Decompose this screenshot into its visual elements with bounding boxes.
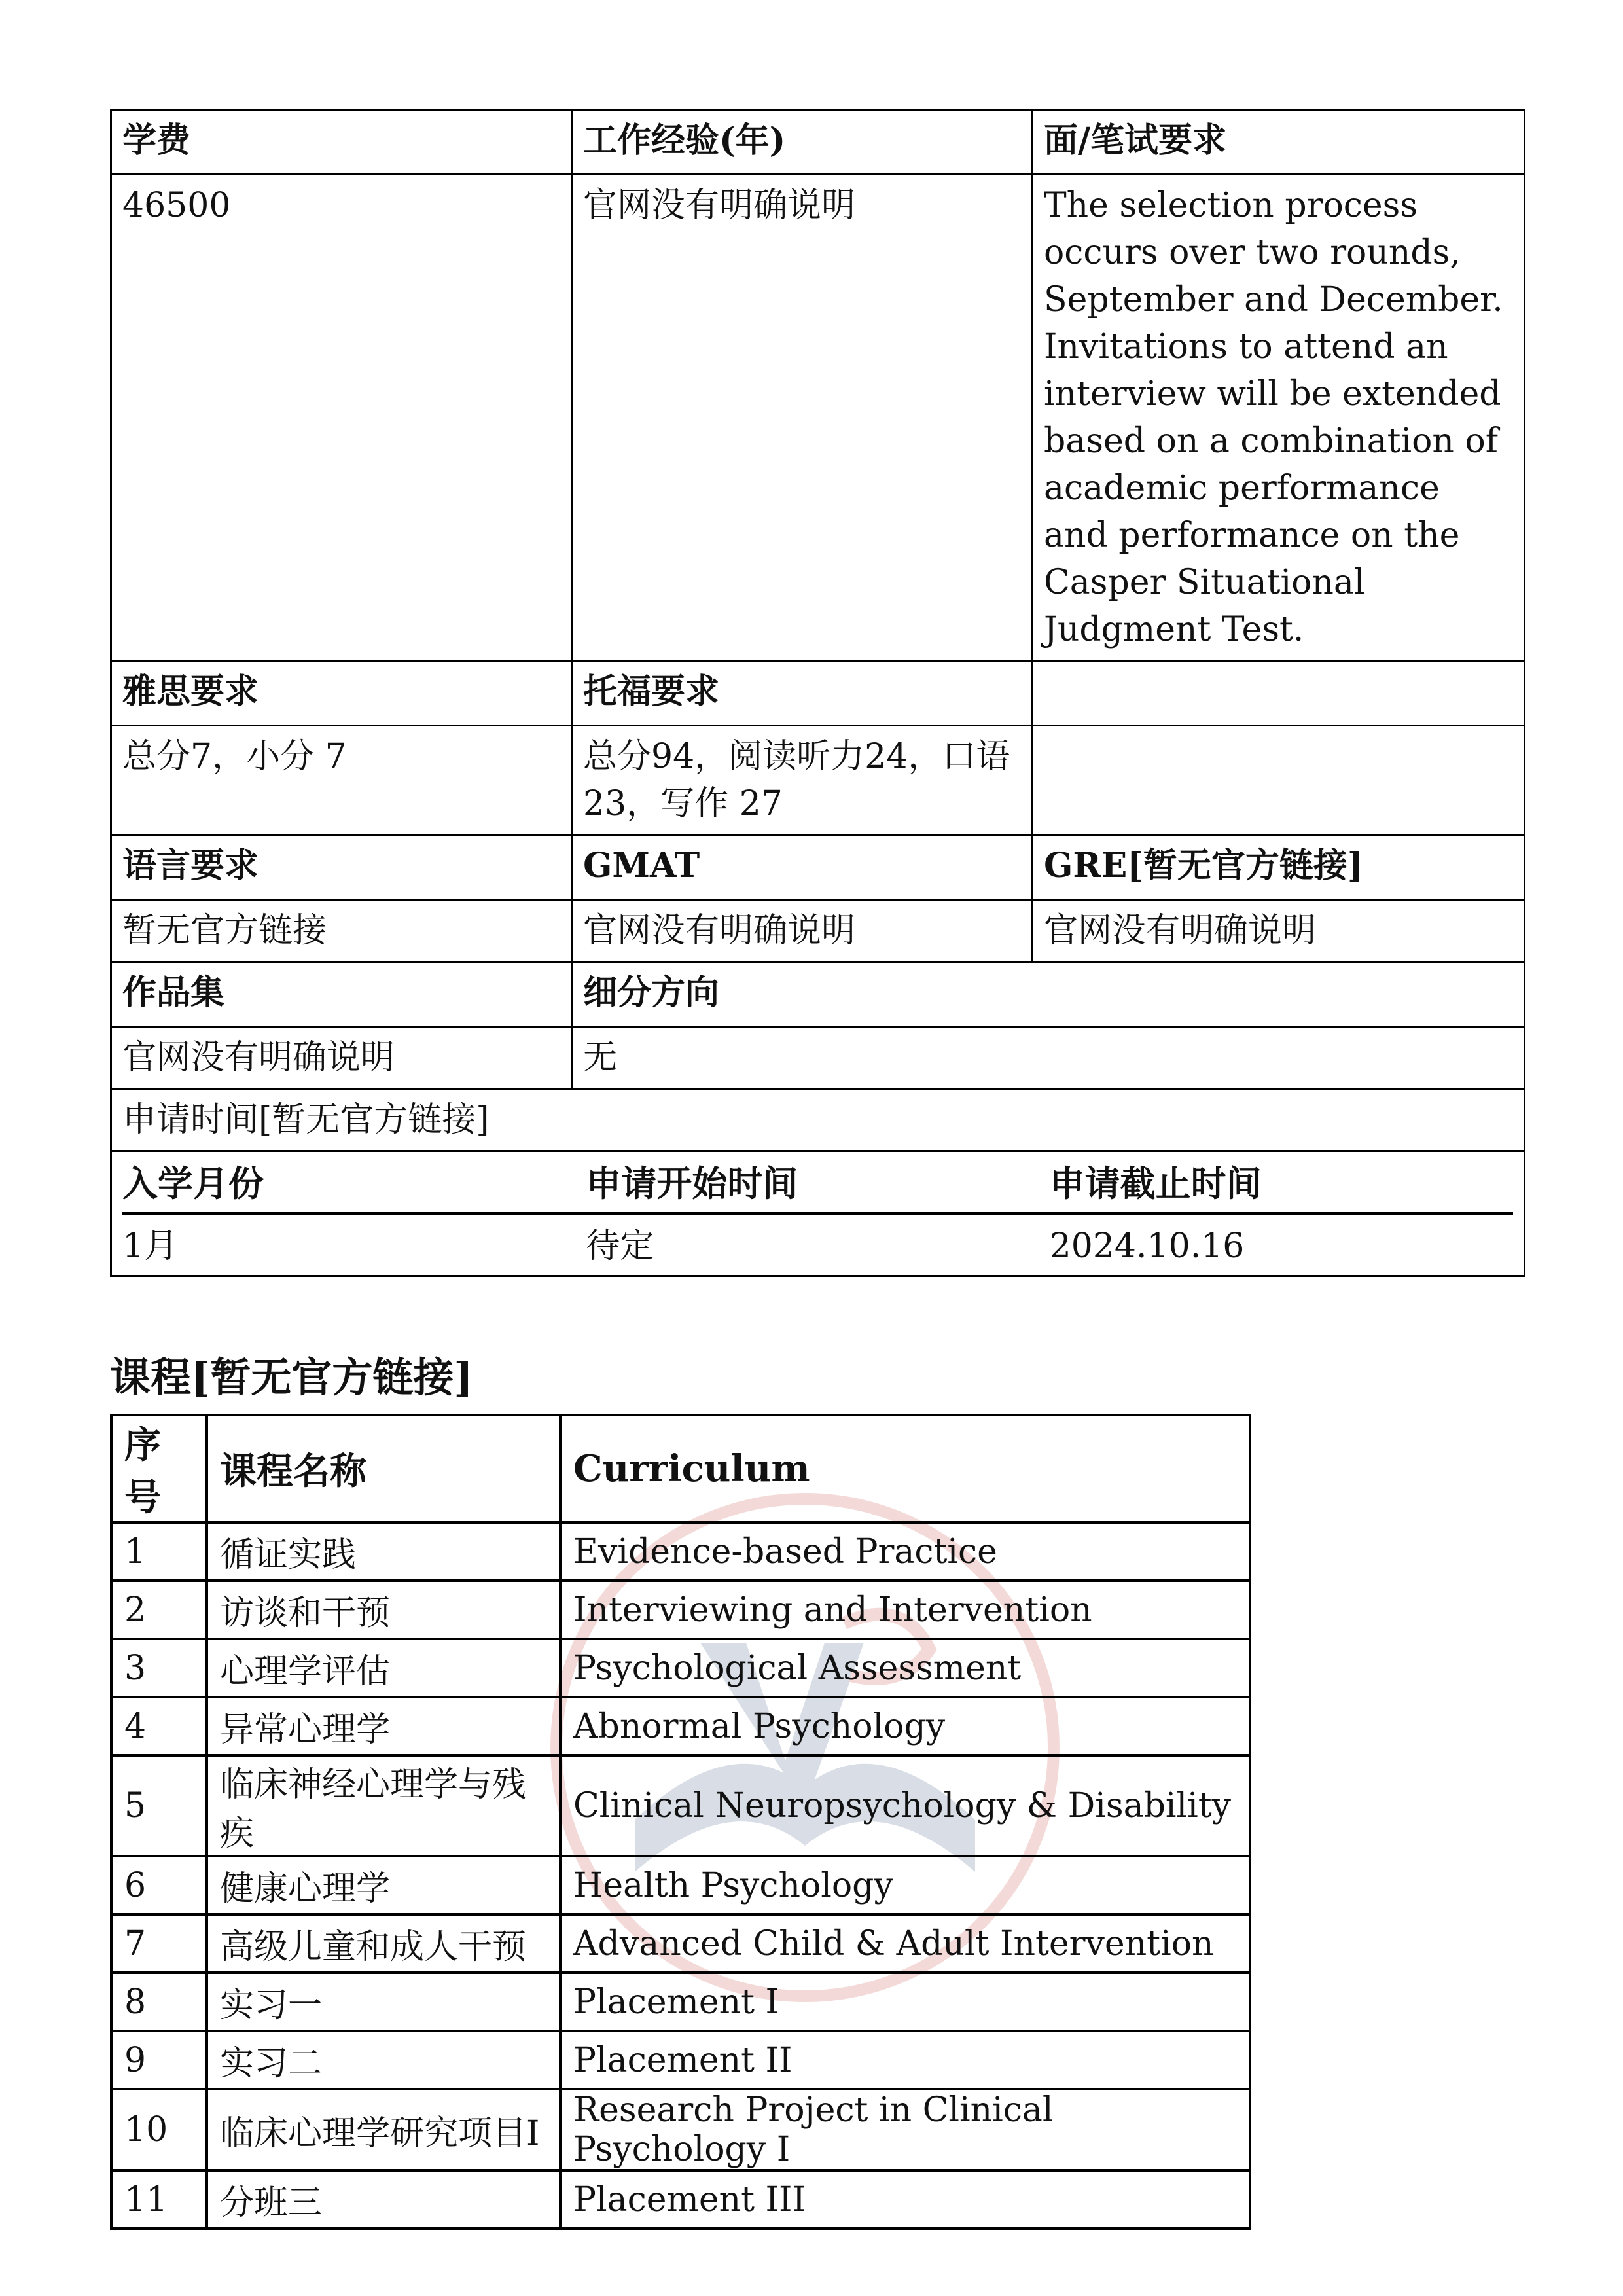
course-index: 11 — [111, 2170, 207, 2229]
course-name-en: Evidence-based Practice — [560, 1522, 1250, 1581]
gre-label: GRE[暂无官方链接] — [1033, 835, 1525, 900]
table-row — [111, 2170, 1250, 2229]
course-name-en: Health Psychology — [560, 1856, 1250, 1914]
table-row — [111, 2031, 1250, 2089]
table-row — [111, 1522, 1250, 1581]
open-label: 申请开始时间 — [586, 1152, 1049, 1213]
course-name-en: Placement I — [560, 1973, 1250, 2031]
course-name-en: Placement III — [560, 2170, 1250, 2229]
course-index: 8 — [111, 1973, 207, 2031]
table-row — [111, 1755, 1250, 1856]
course-name-cn: 临床心理学研究项目I — [207, 2089, 560, 2170]
course-index: 4 — [111, 1697, 207, 1755]
ielts-value: 总分7，小分 7 — [111, 726, 572, 835]
intake-value: 1月 — [122, 1227, 179, 1266]
course-name-cn: 临床神经心理学与残疾 — [207, 1755, 560, 1856]
empty-cell — [1033, 661, 1525, 726]
course-index: 3 — [111, 1639, 207, 1697]
language-value: 暂无官方链接 — [111, 900, 572, 962]
course-name-cn: 健康心理学 — [207, 1856, 560, 1914]
portfolio-label: 作品集 — [111, 962, 572, 1027]
gre-value: 官网没有明确说明 — [1033, 900, 1525, 962]
deadline-value: 2024.10.16 — [1049, 1227, 1245, 1266]
course-index: 9 — [111, 2031, 207, 2089]
course-name-en: Placement II — [560, 2031, 1250, 2089]
direction-label: 细分方向 — [572, 962, 1525, 1027]
open-value: 待定 — [586, 1227, 654, 1266]
table-row — [111, 1697, 1250, 1755]
course-name-cn: 分班三 — [207, 2170, 560, 2229]
toefl-value: 总分94，阅读听力24，口语23，写作 27 — [572, 726, 1033, 835]
deadline-label: 申请截止时间 — [1050, 1152, 1513, 1213]
intake-label: 入学月份 — [122, 1152, 586, 1213]
table-row — [111, 2089, 1250, 2170]
course-index: 5 — [111, 1755, 207, 1856]
course-name-en: Interviewing and Intervention — [560, 1581, 1250, 1639]
direction-value: 无 — [572, 1027, 1525, 1089]
course-name-cn: 高级儿童和成人干预 — [207, 1914, 560, 1973]
work-experience-label: 工作经验(年) — [572, 110, 1033, 175]
course-index: 1 — [111, 1522, 207, 1581]
course-name-cn: 实习二 — [207, 2031, 560, 2089]
course-index: 6 — [111, 1856, 207, 1914]
gmat-label: GMAT — [572, 835, 1033, 900]
apply-time-table — [122, 1152, 1513, 1275]
table-row — [111, 1639, 1250, 1697]
course-name-cn: 异常心理学 — [207, 1697, 560, 1755]
empty-cell — [1033, 726, 1525, 835]
curriculum-table — [110, 1414, 1251, 2230]
interview-value: The selection process occurs over two rounds, September and December. Invitations to attend an interview will be extended based on a combination of academic performance and performance on the Casper Situational Judgment Test. — [1033, 175, 1525, 661]
col-header-name: 课程名称 — [207, 1415, 560, 1522]
portfolio-value: 官网没有明确说明 — [111, 1027, 572, 1089]
apply-time-cell — [111, 1151, 1525, 1276]
apply-time-label: 申请时间[暂无官方链接] — [111, 1089, 1525, 1151]
table-row — [111, 1914, 1250, 1973]
course-name-cn: 访谈和干预 — [207, 1581, 560, 1639]
course-name-cn: 循证实践 — [207, 1522, 560, 1581]
ielts-label: 雅思要求 — [111, 661, 572, 726]
col-header-index: 序号 — [111, 1415, 207, 1522]
gmat-value: 官网没有明确说明 — [572, 900, 1033, 962]
course-name-en: Abnormal Psychology — [560, 1697, 1250, 1755]
course-index: 2 — [111, 1581, 207, 1639]
language-label: 语言要求 — [111, 835, 572, 900]
table-row — [111, 1973, 1250, 2031]
interview-label: 面/笔试要求 — [1033, 110, 1525, 175]
table-row — [111, 1856, 1250, 1914]
toefl-label: 托福要求 — [572, 661, 1033, 726]
course-name-en: Advanced Child & Adult Intervention — [560, 1914, 1250, 1973]
course-name-cn: 实习一 — [207, 1973, 560, 2031]
tuition-label: 学费 — [111, 110, 572, 175]
course-name-cn: 心理学评估 — [207, 1639, 560, 1697]
tuition-value: 46500 — [111, 175, 572, 661]
course-name-en: Psychological Assessment — [560, 1639, 1250, 1697]
table-row — [111, 1581, 1250, 1639]
curriculum-title: 课程[暂无官方链接] — [110, 1354, 473, 1401]
work-experience-value: 官网没有明确说明 — [572, 175, 1033, 661]
course-name-en: Research Project in Clinical Psychology I — [560, 2089, 1250, 2170]
admission-info-table — [110, 109, 1525, 1277]
course-index: 7 — [111, 1914, 207, 1973]
course-index: 10 — [111, 2089, 207, 2170]
course-name-en: Clinical Neuropsychology & Disability — [560, 1755, 1250, 1856]
col-header-curriculum: Curriculum — [560, 1415, 1250, 1522]
